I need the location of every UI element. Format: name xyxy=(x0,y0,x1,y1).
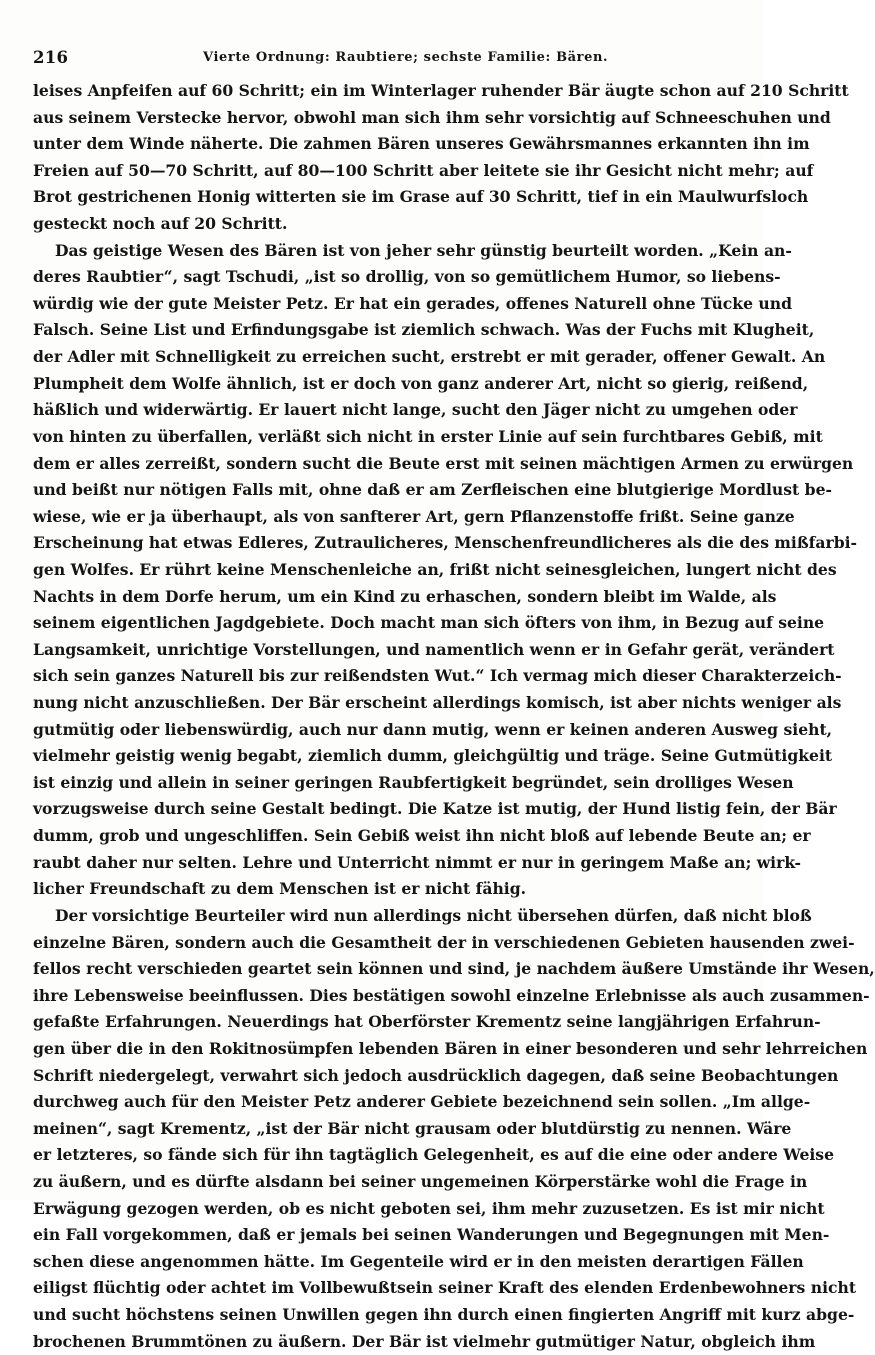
text-line: Langsamkeit, unrichtige Vorstellungen, und namentlich wenn er in Gefahr gerät, verändert xyxy=(33,639,835,659)
text-line: eiligst flüchtig oder achtet im Vollbewußtsein seiner Kraft des elenden Erdenbewohners nicht xyxy=(33,1278,857,1298)
text-line: gefaßte Erfahrungen. Neuerdings hat Oberförster Krementz seine langjährigen Erfahrun- xyxy=(33,1012,821,1032)
text-line: Brot gestrichenen Honig witterten sie im Grase auf 30 Schritt, tief in ein Maulwurfsloch xyxy=(33,187,809,207)
text-line: raubt daher nur selten. Lehre und Unterricht nimmt er nur in geringem Maße an; wirk- xyxy=(33,852,801,872)
text-line: würdig wie der gute Meister Petz. Er hat ein gerades, offenes Naturell ohne Tücke und xyxy=(33,293,793,313)
text-line: nung nicht anzuschließen. Der Bär erscheint allerdings komisch, ist aber nichts weniger als xyxy=(33,693,842,713)
page-header xyxy=(33,48,733,70)
text-line: ihre Lebensweise beeinflussen. Dies bestätigen sowohl einzelne Erlebnisse als auch zusammen- xyxy=(33,985,870,1005)
text-line: vielmehr geistig wenig begabt, ziemlich dumm, gleichgültig und träge. Seine Gutmütigkeit xyxy=(33,746,833,766)
text-line: gen Wolfes. Er rührt keine Menschenleiche an, frißt nicht seinesgleichen, lungert nicht des xyxy=(33,559,837,579)
text-line: licher Freundschaft zu dem Menschen ist er nicht fähig. xyxy=(33,879,527,899)
text-line: Nachts in dem Dorfe herum, um ein Kind zu erhaschen, sondern bleibt im Walde, als xyxy=(33,586,777,606)
text-line: und beißt nur nötigen Falls mit, ohne daß er am Zerfleischen eine blutgierige Mordlust be- xyxy=(33,480,832,500)
text-line: aus seinem Verstecke hervor, obwohl man sich ihm sehr vorsichtig auf Schneeschuhen und xyxy=(33,107,831,127)
text-line: gen über die in den Rokitnosümpfen lebenden Bären in einer besonderen und sehr lehrreichen xyxy=(33,1038,868,1058)
text-line: Erscheinung hat etwas Edleres, Zutraulicheres, Menschenfreundlicheres als die des mißfarbi- xyxy=(33,533,858,553)
text-line: unter dem Winde näherte. Die zahmen Bären unseres Gewährsmannes erkannten ihn im xyxy=(33,134,810,154)
text-line: Plumpheit dem Wolfe ähnlich, ist er doch von ganz anderer Art, nicht so gierig, reißend, xyxy=(33,373,809,393)
text-line: deres Raubtier“, sagt Tschudi, „ist so drollig, von so gemütlichem Humor, so liebens- xyxy=(33,267,781,287)
text-line: gesteckt noch auf 20 Schritt. xyxy=(33,214,288,234)
page-number: 216 xyxy=(33,48,69,67)
text-line: vorzugsweise durch seine Gestalt bedingt. Die Katze ist mutig, der Hund listig fein, der Bär xyxy=(33,799,837,819)
text-line: häßlich und widerwärtig. Er lauert nicht lange, sucht den Jäger nicht zu umgehen oder xyxy=(33,400,798,420)
text-line: und sucht höchstens seinen Unwillen gegen ihn durch einen fingierten Angriff mit kurz abge- xyxy=(33,1305,855,1325)
text-line: von hinten zu überfallen, verläßt sich nicht in erster Linie auf sein furchtbares Gebiß, mit xyxy=(33,426,823,446)
text-line: dem er alles zerreißt, sondern sucht die Beute erst mit seinen mächtigen Armen zu erwürgen xyxy=(33,453,854,473)
text-line: einzelne Bären, sondern auch die Gesamtheit der in verschiedenen Gebieten hausenden zwei- xyxy=(33,932,855,952)
text-line: wiese, wie er ja überhaupt, als von sanfterer Art, gern Pflanzenstoffe frißt. Seine ganze xyxy=(33,506,795,526)
text-line: der Adler mit Schnelligkeit zu erreichen sucht, erstrebt er mit gerader, offener Gewalt. An xyxy=(33,347,826,367)
text-line: zu äußern, und es dürfte alsdann bei seiner ungemeinen Körperstärke wohl die Frage in xyxy=(33,1171,808,1191)
text-line: Erwägung gezogen werden, ob es nicht geboten sei, ihm mehr zuzusetzen. Es ist mir nicht xyxy=(33,1198,825,1218)
text-line: Der vorsichtige Beurteiler wird nun allerdings nicht übersehen dürfen, daß nicht bloß xyxy=(55,905,812,925)
text-line: meinen“, sagt Krementz, „ist der Bär nicht grausam oder blutdürstig zu nennen. Wäre xyxy=(33,1118,792,1138)
text-line: fellos recht verschieden geartet sein können und sind, je nachdem äußere Umstände ihr Wesen, xyxy=(33,959,875,979)
text-line: er letzteres, so fände sich für ihn tagtäglich Gelegenheit, es auf die eine oder andere Weise xyxy=(33,1145,834,1165)
text-line: Schrift niedergelegt, verwahrt sich jedoch ausdrücklich dagegen, daß seine Beobachtungen xyxy=(33,1065,839,1085)
text-line: sich sein ganzes Naturell bis zur reißendsten Wut.“ Ich vermag mich dieser Charakterzeich- xyxy=(33,666,842,686)
body-text xyxy=(33,78,875,1355)
text-line: ist einzig und allein in seiner geringen Raubfertigkeit begründet, sein drolliges Wesen xyxy=(33,772,794,792)
text-line: schen diese angenommen hätte. Im Gegenteile wird er in den meisten derartigen Fällen xyxy=(33,1251,804,1271)
text-line: brochenen Brummtönen zu äußern. Der Bär ist vielmehr gutmütiger Natur, obgleich ihm xyxy=(33,1331,816,1351)
running-head: Vierte Ordnung: Raubtiere; sechste Familie: Bären. xyxy=(203,50,609,65)
text-line: Falsch. Seine List und Erfindungsgabe ist ziemlich schwach. Was der Fuchs mit Klugheit, xyxy=(33,320,815,340)
text-line: Freien auf 50—70 Schritt, auf 80—100 Schritt aber leitete sie ihr Gesicht nicht mehr; auf xyxy=(33,160,814,180)
text-line: gutmütig oder liebenswürdig, auch nur dann mutig, wenn er keinen anderen Ausweg sieht, xyxy=(33,719,833,739)
text-line: dumm, grob und ungeschliffen. Sein Gebiß weist ihn nicht bloß auf lebende Beute an; er xyxy=(33,826,811,846)
text-line: durchweg auch für den Meister Petz anderer Gebiete bezeichnend sein sollen. „Im allge- xyxy=(33,1092,811,1112)
text-line: Das geistige Wesen des Bären ist von jeher sehr günstig beurteilt worden. „Kein an- xyxy=(55,240,792,260)
text-line: seinem eigentlichen Jagdgebiete. Doch macht man sich öfters von ihm, in Bezug auf seine xyxy=(33,613,825,633)
text-line: ein Fall vorgekommen, daß er jemals bei seinen Wanderungen und Begegnungen mit Men- xyxy=(33,1225,830,1245)
text-line: leises Anpfeifen auf 60 Schritt; ein im Winterlager ruhender Bär äugte schon auf 210 Schritt xyxy=(33,81,849,100)
